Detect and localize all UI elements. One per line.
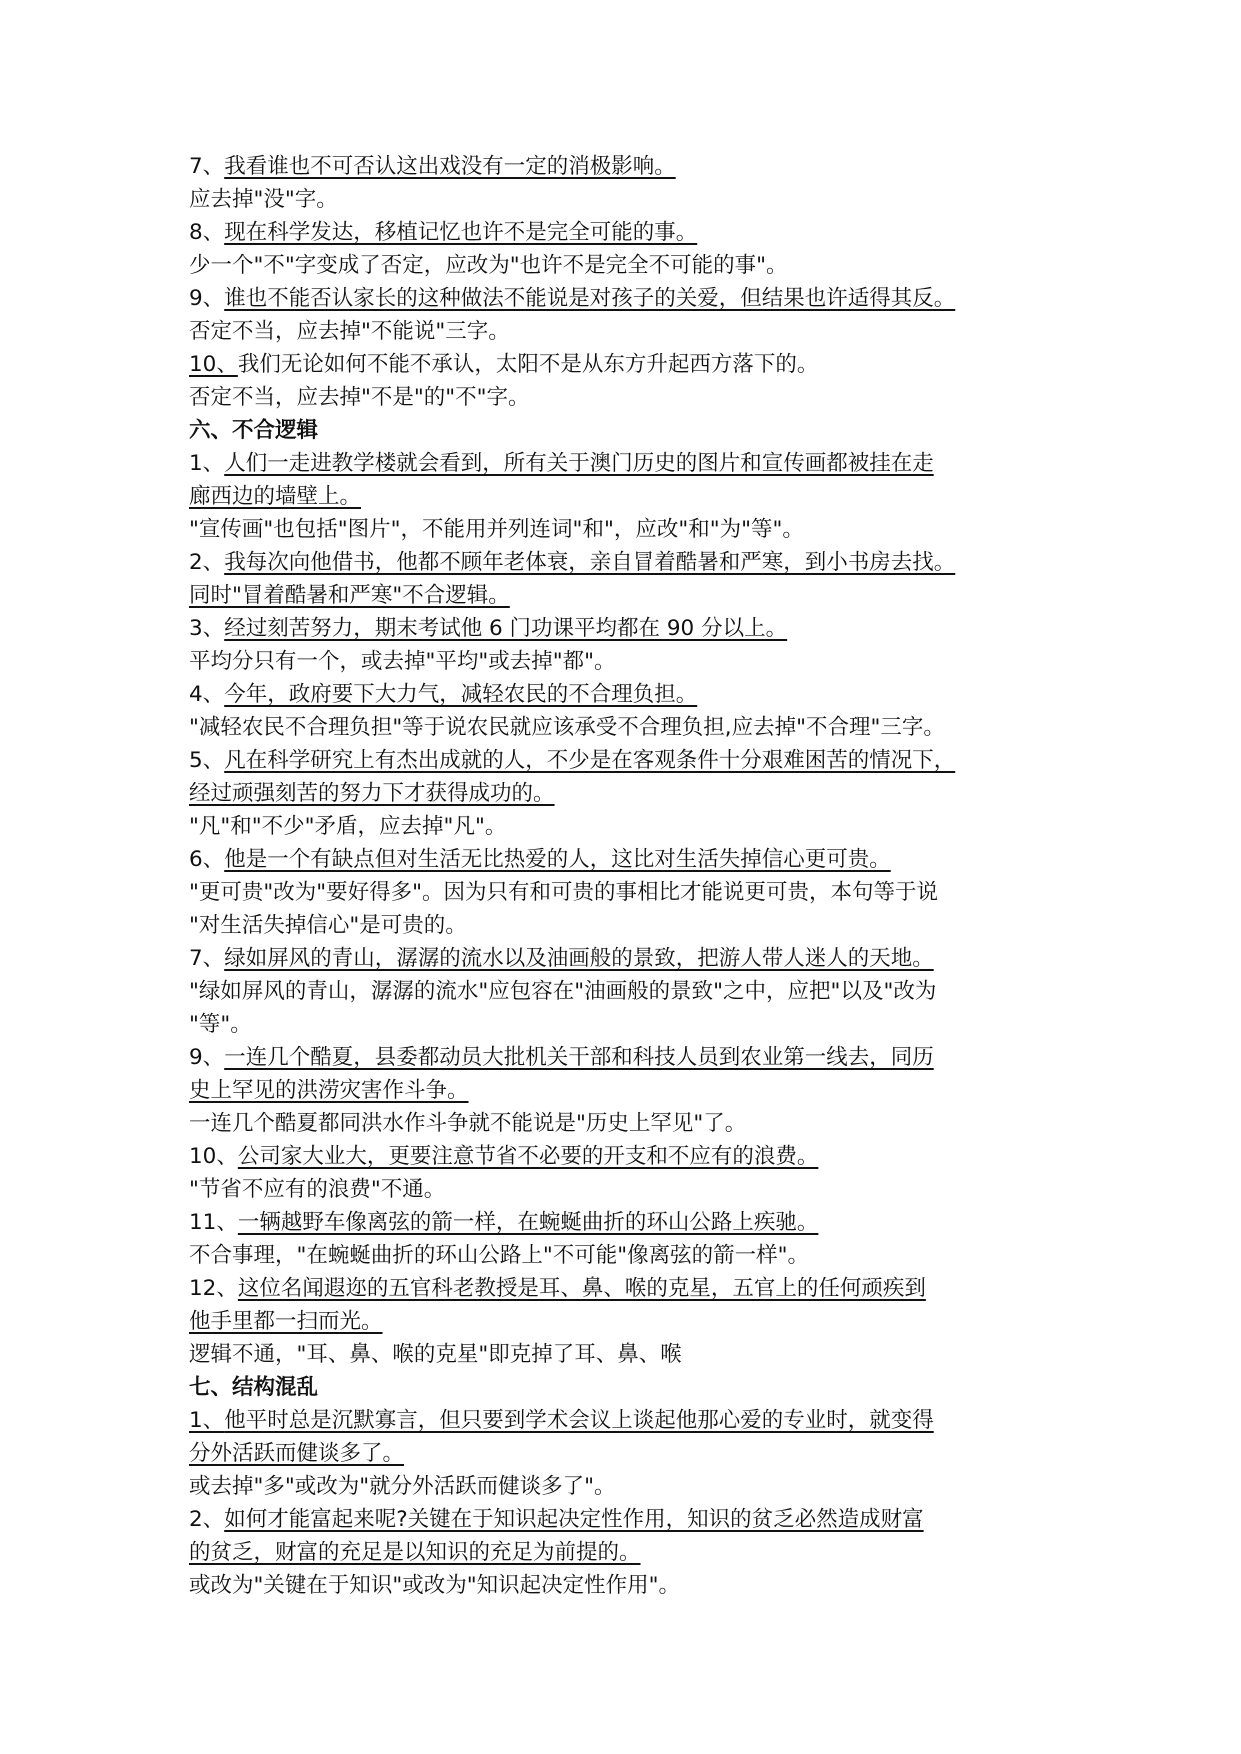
correction-note — [189, 1239, 1067, 1272]
note-text: "宣传画"也包括"图片"，不能用并列连词"和"，应改"和"为"等"。 — [189, 517, 804, 542]
correction-note — [189, 876, 1067, 909]
example-sentence — [189, 282, 1067, 315]
correction-note — [189, 249, 1067, 282]
sentence-text: 他是一个有缺点但对生活无比热爱的人，这比对生活失掉信心更可贵。 — [224, 847, 891, 872]
note-text: 一连几个酷夏都同洪水作斗争就不能说是"历史上罕见"了。 — [189, 1111, 747, 1136]
sentence-text: 我们无论如何不能不承认，太阳不是从东方升起西方落下的。 — [237, 352, 819, 377]
sentence-text: 这位名闻遐迩的五官科老教授是耳、鼻、喉的克星，五官上的任何顽疾到 — [237, 1276, 926, 1301]
example-sentence — [189, 744, 1067, 777]
item-number: 11、 — [189, 1210, 238, 1235]
sentence-text: 我每次向他借书，他都不顾年老体衰，亲自冒着酷暑和严寒，到小书房去找。 — [224, 550, 956, 575]
item-number: 1、 — [189, 1408, 225, 1433]
sentence-text: 廊西边的墙壁上。 — [189, 484, 362, 509]
sentence-text: 公司家大业大，更要注意节省不必要的开支和不应有的浪费。 — [237, 1144, 819, 1169]
note-text: 不合事理，"在蜿蜒曲折的环山公路上"不可能"像离弦的箭一样"。 — [189, 1243, 810, 1268]
sentence-text: 同时"冒着酷暑和严寒"不合逻辑。 — [189, 583, 510, 608]
note-text: "减轻农民不合理负担"等于说农民就应该承受不合理负担,应去掉"不合理"三字。 — [189, 715, 945, 740]
item-number: 7、 — [189, 154, 225, 179]
note-text: "绿如屏风的青山，潺潺的流水"应包容在"油画般的景致"之中，应把"以及"改为 — [189, 979, 937, 1004]
item-number: 1、 — [189, 451, 225, 476]
example-sentence — [189, 612, 1067, 645]
note-text: 或改为"关键在于知识"或改为"知识起决定性作用"。 — [189, 1573, 681, 1598]
example-sentence — [189, 1272, 1067, 1305]
item-number: 12、 — [189, 1276, 238, 1301]
note-text: 否定不当，应去掉"不是"的"不"字。 — [189, 385, 530, 410]
example-sentence — [189, 1041, 1067, 1074]
example-sentence — [189, 546, 1067, 579]
example-sentence-continuation — [189, 777, 1067, 810]
correction-note — [189, 909, 1067, 942]
note-text: 平均分只有一个，或去掉"平均"或去掉"都"。 — [189, 649, 616, 674]
sentence-text: 人们一走进教学楼就会看到，所有关于澳门历史的图片和宣传画都被挂在走 — [224, 451, 934, 476]
correction-note — [189, 1470, 1067, 1503]
item-number: 8、 — [189, 220, 225, 245]
sentence-text: 绿如屏风的青山，潺潺的流水以及油画般的景致，把游人带人迷人的天地。 — [224, 946, 934, 971]
correction-note — [189, 183, 1067, 216]
correction-note — [189, 810, 1067, 843]
item-number: 4、 — [189, 682, 225, 707]
sentence-text: 谁也不能否认家长的这种做法不能说是对孩子的关爱，但结果也许适得其反。 — [224, 286, 956, 311]
item-number: 9、 — [189, 1045, 225, 1070]
note-text: 或去掉"多"或改为"就分外活跃而健谈多了"。 — [189, 1474, 616, 1499]
item-number: 2、 — [189, 1507, 225, 1532]
sentence-text: 分外活跃而健谈多了。 — [189, 1441, 405, 1466]
note-text: 少一个"不"字变成了否定，应改为"也许不是完全不可能的事"。 — [189, 253, 788, 278]
sentence-text: 凡在科学研究上有杰出成就的人，不少是在客观条件十分艰难困苦的情况下， — [224, 748, 956, 773]
correction-note — [189, 1569, 1067, 1602]
correction-note — [189, 513, 1067, 546]
section-heading-text: 七、结构混乱 — [189, 1375, 319, 1400]
example-sentence — [189, 678, 1067, 711]
sentence-text: 经过刻苦努力，期末考试他 6 门功课平均都在 90 分以上。 — [224, 616, 788, 641]
item-number: 5、 — [189, 748, 225, 773]
example-sentence — [189, 348, 1067, 381]
correction-note — [189, 1107, 1067, 1140]
correction-note — [189, 1173, 1067, 1206]
example-sentence — [189, 1206, 1067, 1239]
correction-note — [189, 315, 1067, 348]
example-sentence — [189, 1404, 1067, 1437]
section-heading — [189, 414, 1067, 447]
item-number: 3、 — [189, 616, 225, 641]
correction-note — [189, 711, 1067, 744]
sentence-text: 一连几个酷夏，县委都动员大批机关干部和科技人员到农业第一线去，同历 — [224, 1045, 934, 1070]
example-sentence — [189, 216, 1067, 249]
correction-note — [189, 1338, 1067, 1371]
item-number: 6、 — [189, 847, 225, 872]
example-sentence — [189, 843, 1067, 876]
note-text: "节省不应有的浪费"不通。 — [189, 1177, 446, 1202]
example-sentence-continuation — [189, 1437, 1067, 1470]
item-number: 2、 — [189, 550, 225, 575]
example-sentence — [189, 942, 1067, 975]
item-number: 7、 — [189, 946, 225, 971]
note-text: 逻辑不通，"耳、鼻、喉的克星"即克掉了耳、鼻、喉 — [189, 1342, 682, 1367]
note-text: "对生活失掉信心"是可贵的。 — [189, 913, 467, 938]
note-text: 应去掉"没"字。 — [189, 187, 338, 212]
example-sentence-continuation — [189, 480, 1067, 513]
example-sentence — [189, 447, 1067, 480]
sentence-text: 今年，政府要下大力气，减轻农民的不合理负担。 — [224, 682, 698, 707]
item-number: 10、 — [189, 1144, 238, 1169]
example-sentence-continuation — [189, 1305, 1067, 1338]
item-number: 9、 — [189, 286, 225, 311]
sentence-text: 他平时总是沉默寡言，但只要到学术会议上谈起他那心爱的专业时，就变得 — [224, 1408, 934, 1433]
example-sentence-continuation — [189, 1074, 1067, 1107]
sentence-text: 如何才能富起来呢?关键在于知识起决定性作用，知识的贫乏必然造成财富 — [224, 1507, 924, 1532]
sentence-text: 的贫乏，财富的充足是以知识的充足为前提的。 — [189, 1540, 641, 1565]
correction-note — [189, 381, 1067, 414]
example-sentence-continuation — [189, 579, 1067, 612]
note-text: "凡"和"不少"矛盾，应去掉"凡"。 — [189, 814, 507, 839]
note-text: "等"。 — [189, 1012, 252, 1037]
document-body — [189, 150, 1067, 1602]
sentence-text: 一辆越野车像离弦的箭一样，在蜿蜒曲折的环山公路上疾驰。 — [237, 1210, 819, 1235]
note-text: "更可贵"改为"要好得多"。因为只有和可贵的事相比才能说更可贵，本句等于说 — [189, 880, 939, 905]
sentence-text: 现在科学发达，移植记忆也许不是完全可能的事。 — [224, 220, 698, 245]
section-heading-text: 六、不合逻辑 — [189, 418, 319, 443]
item-number: 10、 — [189, 352, 238, 377]
example-sentence — [189, 1503, 1067, 1536]
sentence-text: 我看谁也不可否认这出戏没有一定的消极影响。 — [224, 154, 676, 179]
correction-note — [189, 1008, 1067, 1041]
sentence-text: 经过顽强刻苦的努力下才获得成功的。 — [189, 781, 555, 806]
correction-note — [189, 645, 1067, 678]
note-text: 否定不当，应去掉"不能说"三字。 — [189, 319, 510, 344]
section-heading — [189, 1371, 1067, 1404]
sentence-text: 他手里都一扫而光。 — [189, 1309, 383, 1334]
example-sentence-continuation — [189, 1536, 1067, 1569]
example-sentence — [189, 150, 1067, 183]
sentence-text: 史上罕见的洪涝灾害作斗争。 — [189, 1078, 469, 1103]
example-sentence — [189, 1140, 1067, 1173]
correction-note — [189, 975, 1067, 1008]
